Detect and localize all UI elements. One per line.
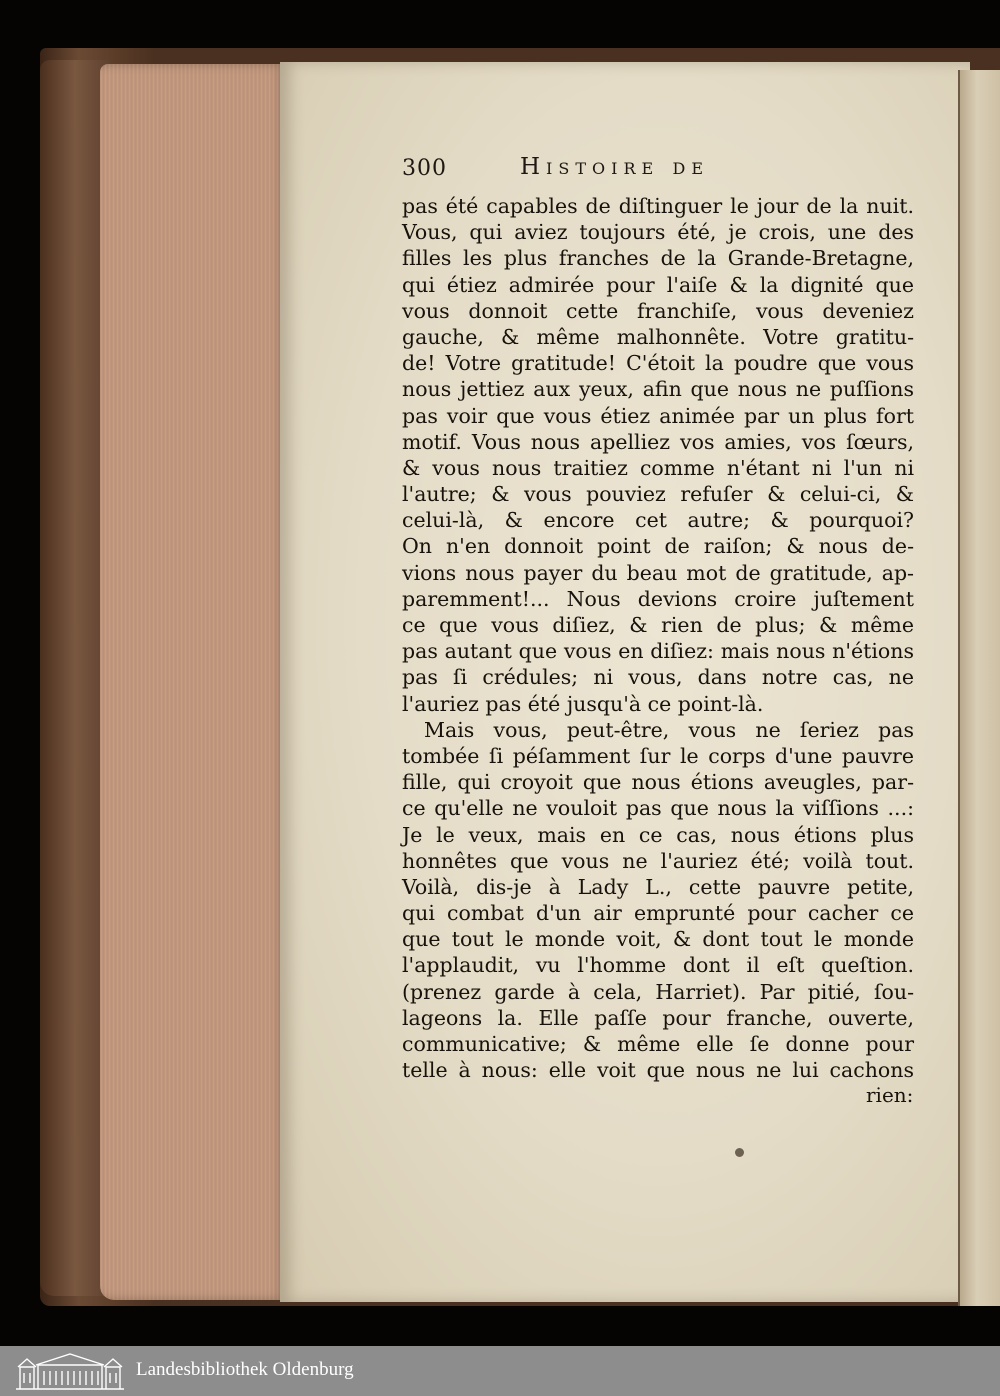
page-number: 300 xyxy=(402,156,447,181)
text-line: gauche, & même malhonnête. Votre gratitu- xyxy=(402,324,914,349)
text-line: filles les plus franches de la Grande-Bretagne, xyxy=(402,246,914,271)
running-head-text: Histoire de xyxy=(520,154,709,180)
text-line: ce qu'elle ne vouloit pas que nous la viſſions ...: xyxy=(402,796,914,821)
text-line: lageons la. Elle paſſe pour franche, ouverte, xyxy=(402,1005,914,1030)
text-line: l'applaudit, vu l'homme dont il eſt queſtion. xyxy=(402,953,914,978)
text-line: l'autre; & vous pouviez refuſer & celui-ci, & xyxy=(402,482,914,507)
text-line: fille, qui croyoit que nous étions aveugles, par- xyxy=(402,770,914,795)
text-line: l'auriez pas été jusqu'à ce point-là. xyxy=(402,691,764,716)
text-line: nous jettiez aux yeux, afin que nous ne puſſions xyxy=(402,377,914,402)
ink-spot xyxy=(735,1148,744,1157)
text-line: ce que vous diſiez, & rien de plus; & même xyxy=(402,613,914,637)
text-line: vions nous payer du beau mot de gratitude, ap- xyxy=(402,560,914,585)
text-line: celui-là, & encore cet autre; & pourquoi? xyxy=(402,508,914,533)
text-line: motif. Vous nous apelliez vos amies, vos ſœurs, xyxy=(402,429,914,454)
text-line: Vous, qui aviez toujours été, je crois, une des xyxy=(402,220,914,245)
text-line: pas autant que vous en diſiez: mais nous n'étions xyxy=(402,639,914,664)
running-head xyxy=(520,154,709,180)
text-line: vous donnoit cette franchiſe, vous deveniez xyxy=(402,298,914,323)
text-line: (prenez garde à cela, Harriet). Par pitié, ſou- xyxy=(402,979,914,1004)
text-line: paremment!... Nous devions croire juſtement xyxy=(402,586,914,611)
text-line: qui étiez admirée pour l'aiſe & la dignité que xyxy=(402,272,914,297)
body-text xyxy=(402,193,914,1083)
text-line: Voilà, dis-je à Lady L., cette pauvre petite, xyxy=(402,874,914,899)
text-line: qui combat d'un air emprunté pour cacher ce xyxy=(402,901,914,926)
text-line: pas voir que vous étiez animée par un plus fort xyxy=(402,403,914,428)
page-header xyxy=(402,156,922,192)
text-line: Je le veux, mais en ce cas, nous étions plus xyxy=(402,822,914,847)
text-line: telle à nous: elle voit que nous ne lui cachons xyxy=(402,1058,914,1083)
text-line: honnêtes que vous ne l'auriez été; voilà tout. xyxy=(402,848,914,873)
footer-bar xyxy=(0,1346,1000,1396)
text-line: Mais vous, peut-être, vous ne ſeriez pas xyxy=(424,717,914,742)
text-line: pas ſi crédules; ni vous, dans notre cas, ne xyxy=(402,665,914,690)
page-fore-edge xyxy=(100,64,286,1300)
library-name: Landesbibliothek Oldenburg xyxy=(136,1359,354,1380)
text-line: de! Votre gratitude! C'étoit la poudre que vous xyxy=(402,351,914,376)
text-line: communicative; & même elle ſe donne pour xyxy=(402,1032,914,1056)
text-line: que tout le monde voit, & dont tout le monde xyxy=(402,927,914,952)
text-line: & vous nous traitiez comme n'étant ni l'un ni xyxy=(402,455,914,480)
adjacent-page-edge xyxy=(958,70,1000,1306)
catchword: rien: xyxy=(866,1083,914,1107)
text-line: pas été capables de diſtinguer le jour de la nuit. xyxy=(402,194,914,218)
text-line: On n'en donnoit point de raiſon; & nous de- xyxy=(402,534,914,559)
library-building-logo xyxy=(14,1351,126,1391)
text-line: tombée ſi péſamment ſur le corps d'une pauvre xyxy=(402,743,914,768)
